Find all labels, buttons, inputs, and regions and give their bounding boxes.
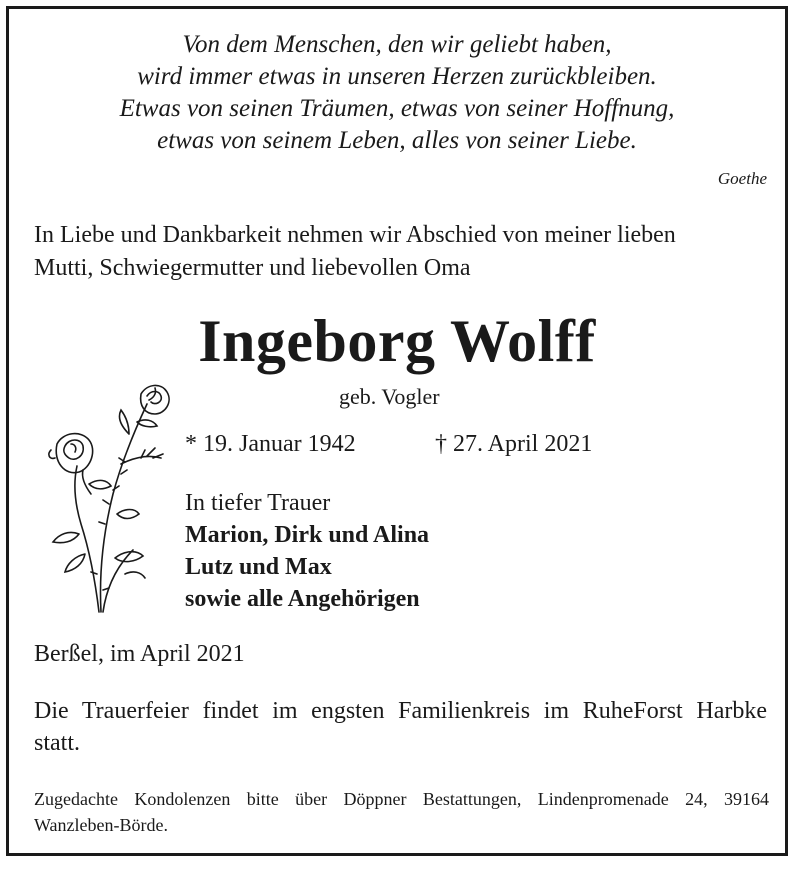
intro-text [34, 219, 769, 285]
poem-quote [9, 29, 785, 157]
rose-branch-icon [29, 374, 179, 614]
life-dates [185, 431, 593, 458]
poem-author: Goethe [717, 169, 767, 188]
poem-line: Etwas von seinen Träumen, etwas von seiner Hoffnung, [119, 95, 675, 122]
condolences-info: Zugedachte Kondolenzen bitte über Döppner Bestattungen, Lindenpromenade 24, 39164 Wanzleben-Börde. [34, 789, 769, 835]
intro-line: Mutti, Schwiegermutter und liebevollen Oma [34, 255, 471, 281]
ceremony-info: Die Trauerfeier findet im engsten Familienkreis im RuheForst Harbke statt. [34, 698, 767, 756]
mourning-heading: In tiefer Trauer [185, 490, 331, 516]
poem-line: etwas von seinem Leben, alles von seiner Liebe. [157, 127, 637, 154]
deceased-name: Ingeborg Wolff [198, 308, 596, 374]
death-date: † 27. April 2021 [435, 431, 593, 457]
place-date: Berßel, im April 2021 [34, 641, 245, 667]
obituary-notice [6, 6, 788, 856]
intro-line: In Liebe und Dankbarkeit nehmen wir Abschied von meiner lieben [34, 222, 676, 248]
poem-line: Von dem Menschen, den wir geliebt haben, [182, 31, 612, 58]
mourner-name: sowie alle Angehörigen [185, 586, 420, 612]
mourner-name: Marion, Dirk und Alina [185, 522, 430, 548]
mourner-name: Lutz und Max [185, 554, 332, 580]
poem-line: wird immer etwas in unseren Herzen zurückbleiben. [137, 63, 657, 90]
mourners-block [185, 487, 429, 615]
birth-name: geb. Vogler [339, 384, 440, 409]
birth-date: * 19. Januar 1942 [185, 431, 356, 457]
